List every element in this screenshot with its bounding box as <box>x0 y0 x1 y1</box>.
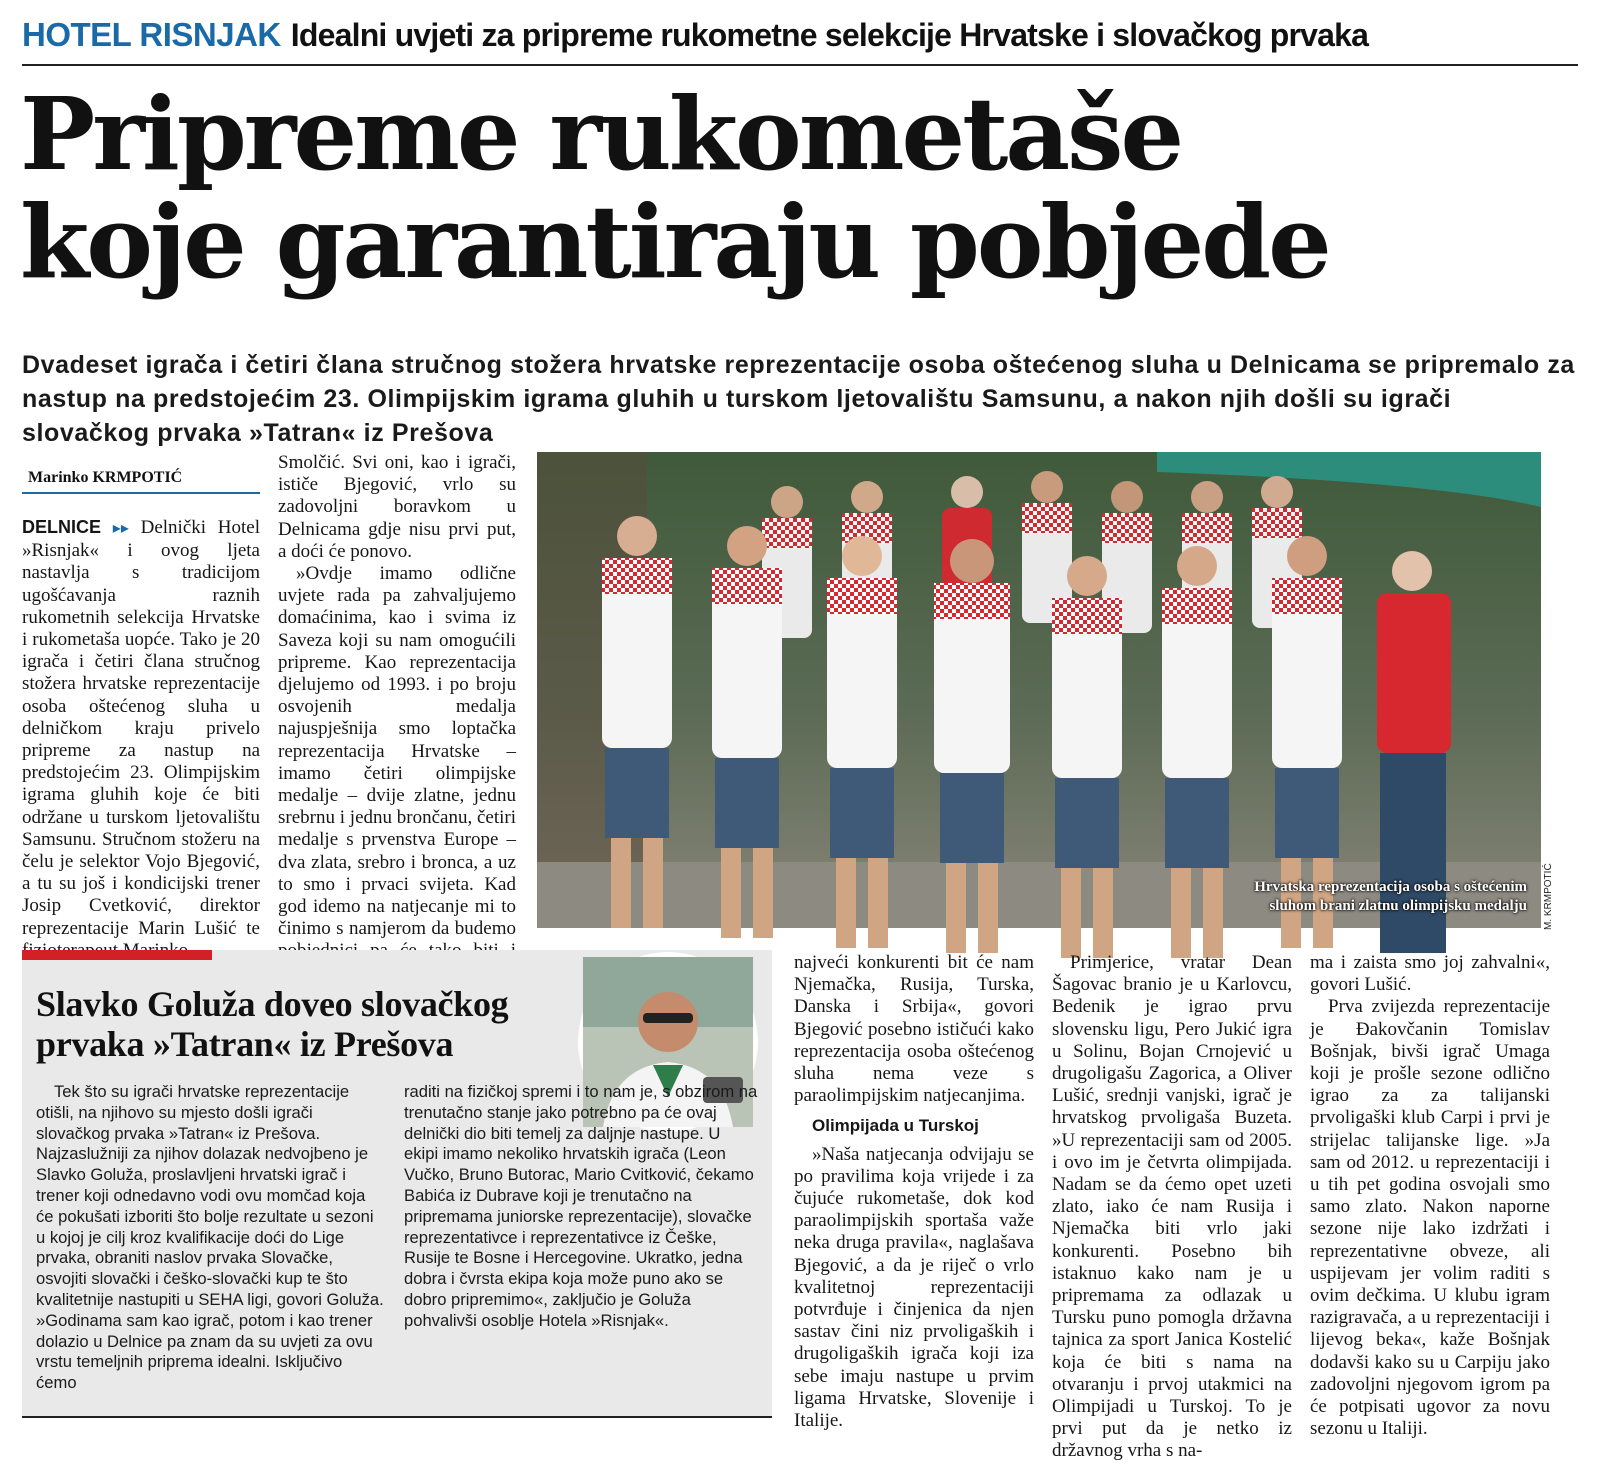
headline <box>20 75 1590 301</box>
article-paragraph: najveći konkurenti bit će nam Njemačka, Rusija, Turska, Danska i Srbija«, govori Bjegović posebno ističući kako reprezentacija osoba oštećenog sluha nema veze s paraolimpijskim natjecanjima. <box>794 952 1034 1107</box>
sidebar-paragraph: Tek što su igrači hrvatske reprezentacije otišli, na njihovo su mjesto došli igrači slovačkog prvaka »Tatran« iz Prešova. Najzaslužniji za njihov dolazak nedvojbeno je Slavko Goluža, proslavljeni hrvatski igrač i trener koji odnedavno vodi ovu momčad koja će pokušati izboriti što bolje rezultate u sezoni u kojoj je cilj kroz kvalifikacije doći do Lige prvaka, obraniti naslov prvaka Slovačke, osvojiti slovački i češko-slovački kup te što kvalitetnije nastupiti u SEHA ligi, govori Goluža. »Godinama sam kao igrač, potom i kao trener dolazio u Delnice pa znam da su uvjeti za ovu vrstu temeljnih priprema idealni. Isključivo ćemo <box>36 1082 384 1393</box>
article-text: Delnički Hotel »Risnjak« i ovog ljeta nastavlja s tradicijom ugošćavanja raznih rukometnih selekcija Hrvatske i rukometaša uopće. Tako je 20 igrača i četiri člana stručnog stožera hrvatske reprezentacije osoba oštećenog sluha u delničkom kraju privelo pripreme za nastup na predstojećim 23. Olimpijskim igrama gluhih koje će biti održane u turskom ljetovalištu Samsunu. Stručnom stožeru na čelu je selektor Vojo Bjegović, a tu su još i kondicijski trener Josip Cvetković, direktor reprezentacije Marin Lušić te <box>22 517 261 939</box>
sidebar-box <box>22 950 772 1418</box>
article-paragraph: ma i zaista smo joj zahvalni«, govori Lušić. <box>1310 952 1550 996</box>
dateline-place: DELNICE <box>22 517 102 537</box>
photo-credit: M. KRMPOTIĆ <box>1543 863 1554 930</box>
sidebar-paragraph: raditi na fizičkoj spremi i to nam je, s obzirom na trenutačno stanje jako potrebno pa će ovaj delnički dio biti temelj za daljnje nastupe. U ekipi imamo nekoliko hrvatskih igrača (Leon Vučko, Bruno Butorac, Mario Cvitković, čekamo Babića iz Dubrave koji je trenutačno na pripremama juniorske reprezentacije), slovačke reprezentativce i reprezentativce iz Češke, Rusije te Bosne i Hercegovine. Ukratko, jedna dobra i čvrsta ekipa koja može puno ako se dobro pripremimo«, zaključio je Goluža pohvalivši osoblje Hotela »Risnjak«. <box>404 1082 758 1330</box>
sidebar-title: Slavko Goluža doveo slovačkog prvaka »Tatran« iz Prešova <box>36 984 509 1064</box>
sidebar-column-1 <box>36 1082 386 1402</box>
article-subhead: Olimpijada u Turskoj <box>812 1116 979 1136</box>
kicker-text: Idealni uvjeti za pripreme rukometne selekcije Hrvatske i slovačkog prvaka <box>290 17 1369 53</box>
article-column-3 <box>794 952 1034 1432</box>
team-photo-image <box>537 452 1541 928</box>
article-paragraph: Prva zvijezda reprezentacije je Đakovčanin Tomislav Bošnjak, bivši igrač Umaga koji je prošle sezone odlično igrao za za talijanski prvoligaški klub Carpi i prvi je strijelac talijanske lige. »Ja sam od 2012. u reprezentaciji i u tih pet godina osvojali smo samo zlato. Nakon naporne sezone nije lako izdržati i reprezentativne obveze, ali uspijevam jer volim raditi s ovim dečkima. U klubu igram razigravača, a u reprezentaciji i lijevog beka«, kaže Bošnjak dodavši kako su u Carpiju jako zadovoljni njegovom igrom pa će potpisati ugovor za novu sezonu u Italiji. <box>1310 996 1550 1440</box>
article-column-4 <box>1052 952 1292 1462</box>
article-column-2 <box>278 452 516 940</box>
kicker-tag: HOTEL RISNJAK <box>22 16 281 53</box>
headline-line-2: koje garantiraju pobjede <box>20 183 1329 301</box>
article-paragraph: »Ovdje imamo odlične uvjete rada pa zahvaljujemo domaćinima, kao i svima iz Saveza koji su nam omogućili pripreme. Kao reprezentacija djelujemo od 1993. i po broju osvojenih medalja najuspješnija smo loptačka reprezentacija Hrvatske – imamo četiri olimpijske medalje – dvije zlatne, jednu srebrnu i jednu brončanu, četiri medalje s prvenstva Europe – dva zlata, srebro i bronca, a uz to smo i prvaci svijeta. Kad god idemo na natjecanje mi to činimo s namjerom da budemo <box>278 563 516 940</box>
kicker-line <box>22 16 1578 66</box>
dateline-arrow-icon: ▸▸ <box>112 520 129 537</box>
article-paragraph: »Naša natjecanja odvijaju se po pravilima koja vrijede i za čujuće rukometaše, dok kod paraolimpijskih sportaša važe neka druga pravila«, naglašava Bjegović, a da je riječ o vrlo kvalitetnoj reprezentaciji potvrđuje i činjenica da njen sastav čini niz prvoligaških i drugoligaških igrača koji iza sebe imaju nastupe u prvim ligama Hrvatske, Slovenije i Italije. <box>794 1143 1034 1432</box>
sidebar-accent-bar <box>22 950 212 960</box>
team-photo <box>537 452 1541 928</box>
lead-paragraph: Dvadeset igrača i četiri člana stručnog stožera hrvatske reprezentacije osoba oštećenog sluha u Delnicama se pripremalo za nastup na predstojećim 23. Olimpijskim igrama gluhih u turskom ljetovalištu Samsunu, a nakon njih došli su igrači slovačkog prvaka »Tatran« iz Prešova <box>22 351 1575 447</box>
byline: Marinko KRMPOTIĆ <box>22 466 260 494</box>
article-paragraph <box>22 516 260 962</box>
headline-line-1: Pripreme rukometaše <box>20 75 1182 193</box>
photo-caption: Hrvatska reprezentacija osoba s oštećenim sluhom brani zlatnu olimpijsku medalju <box>1254 879 1527 914</box>
article-column-5 <box>1310 952 1550 1440</box>
article-paragraph: Primjerice, vratar Dean Šagovac branio je u Karlovcu, Bedenik je igrao prvu slovensku ligu, Pero Jukić igra u Solinu, Bojan Crnojević u drugoligašu Zagorica, a Oliver Lušić, srednji vanjski, igrač je hrvatskog prvoligaša Buzeta. »U reprezentaciji sam od 2005. i ovo im je četvrta olimpijada. Nadam se da ćemo opet uzeti zlato, iako će nam Rusija i Njemačka biti vrlo jaki konkurenti. Posebno bih istaknuo kako nam je u pripremama za odlazak u Tursku puno pomogla državna tajnica za sport Janica Kostelić koja će biti s nama na otvaranju i prvoj utakmici na Olimpijadi u Turskoj. To je prvi put da je netko iz državnog vrha s na- <box>1052 952 1292 1462</box>
sidebar-column-2 <box>404 1082 758 1402</box>
article-column-1 <box>22 516 261 939</box>
article-paragraph: Smolčić. Svi oni, kao i igrači, ističe Bjegović, vrlo su zadovoljni boravkom u Delnicama gdje nisu prvi put, a doći će ponovo. <box>278 452 516 562</box>
